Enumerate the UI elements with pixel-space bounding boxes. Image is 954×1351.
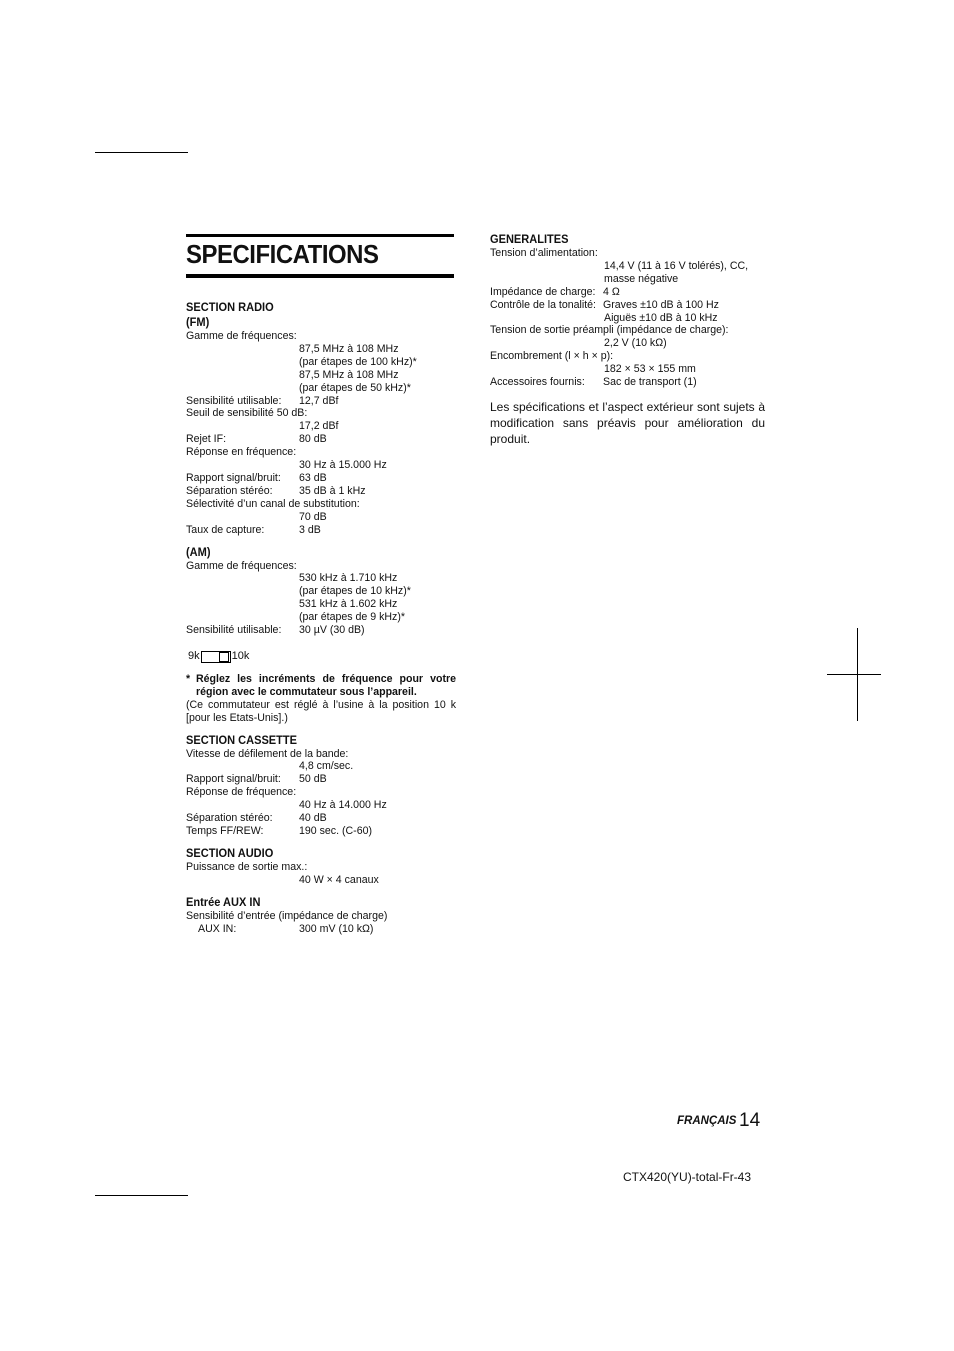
spec-label: AUX IN: [198,922,237,935]
spec-row [186,433,456,446]
spec-value: 30 µV (30 dB) [299,624,365,637]
spec-label: Temps FF/REW: [186,825,264,837]
spec-label: Sensibilité d’entrée (impédance de charge) [186,909,388,922]
title-rule-top [186,234,454,237]
spec-label: Rapport signal/bruit: [186,773,281,786]
spec-value: 17,2 dBf [299,420,339,433]
fm-heading: (FM) [186,315,210,329]
frequency-step-note [186,673,456,699]
spec-label: Vitesse de défilement de la bande: [186,747,349,760]
spec-value: 4 Ω [603,285,620,298]
am-freq-value: (par étapes de 9 kHz)* [299,611,405,624]
fm-freq-value: (par étapes de 50 kHz)* [299,381,411,394]
switch-label-10k: 10k [231,650,250,663]
spec-label: Sensibilité utilisable: [186,624,282,637]
aux-in-heading: Entrée AUX IN [186,894,261,909]
fm-freq-value: (par étapes de 100 kHz)* [299,355,417,368]
spec-value: 40 dB [299,812,327,825]
spec-label: Seuil de sensibilité 50 dB: [186,407,308,420]
spec-value: 40 W × 4 canaux [299,873,379,886]
switch-knob-icon [219,652,229,662]
spec-row [186,812,456,825]
section-audio-heading: SECTION AUDIO [186,845,274,860]
fm-freq-value: 87,5 MHz à 108 MHz [299,342,399,355]
spec-row [186,923,456,936]
spec-value: Sac de transport (1) [603,376,697,389]
spec-value: 50 dB [299,773,327,786]
spec-label: Taux de capture: [186,523,265,536]
spec-label: Rejet IF: [186,433,227,446]
disclaimer-paragraph: Les spécifications et l’aspect extérieur sont sujets à modification sans préavis pour amélioration du produit. [490,399,765,446]
spec-value: 2,2 V (10 kΩ) [604,337,667,350]
generalites-heading: GENERALITES [490,232,569,246]
spec-row [186,624,456,637]
spec-label: Impédance de charge: [490,285,596,298]
spec-row [186,485,456,498]
spec-value: 4,8 cm/sec. [299,760,354,773]
switch-label-9k: 9k [188,650,200,663]
spec-value: 63 dB [299,471,327,484]
spec-label: Tension d’alimentation: [490,247,598,259]
spec-value: Graves ±10 dB à 100 Hz [603,298,719,311]
spec-label: Contrôle de la tonalité: [490,298,597,311]
spec-label: Encombrement (l × h × p): [490,350,614,363]
spec-value: 30 Hz à 15.000 Hz [299,459,387,472]
spec-value: masse négative [604,272,679,285]
crop-mark-top-left [95,152,188,153]
section-cassette-heading: SECTION CASSETTE [186,732,298,747]
spec-value: 80 dB [299,433,327,446]
footer-language: FRANÇAIS [677,1115,737,1127]
spec-label: Séparation stéréo: [186,484,273,497]
spec-row [490,286,765,299]
right-column [490,232,765,447]
frequency-step-switch-diagram [186,649,456,665]
crop-mark-bottom-left [95,1195,188,1196]
spec-value: 70 dB [299,510,327,523]
page-title: SPECIFICATIONS [186,239,379,269]
spec-label: Réponse en fréquence: [186,446,297,459]
spec-label: Rapport signal/bruit: [186,471,281,484]
spec-value: 12,7 dBf [299,394,339,407]
spec-value: 14,4 V (11 à 16 V tolérés), CC, [604,259,749,272]
spec-label: Réponse de fréquence: [186,786,297,799]
spec-label: Sensibilité utilisable: [186,394,282,407]
spec-value: 190 sec. (C-60) [299,825,373,837]
left-column [186,300,456,936]
am-freq-range-label: Gamme de fréquences: [186,559,297,572]
spec-label: Puissance de sortie max.: [186,860,308,873]
spec-value: 35 dB à 1 kHz [299,484,366,497]
spec-label: Accessoires fournis: [490,376,585,389]
am-freq-value: 530 kHz à 1.710 kHz [299,572,398,585]
switch-slider-icon [201,651,231,663]
spec-row [186,472,456,485]
spec-row [490,376,765,389]
spec-row [490,299,765,312]
spec-row [186,825,456,838]
document-code: CTX420(YU)-total-Fr-43 [623,1170,752,1184]
note-bold-text: Réglez les incréments de fréquence pour votre région avec le commutateur sous l’appareil. [196,672,456,698]
spec-label: Séparation stéréo: [186,812,273,825]
spec-label: Tension de sortie préampli (impédance de charge): [490,324,729,337]
title-rule-bottom [186,274,454,278]
note-asterisk: * [186,672,191,685]
fm-freq-range-label: Gamme de fréquences: [186,330,297,342]
spec-value: 3 dB [299,523,321,536]
am-freq-value: 531 kHz à 1.602 kHz [299,598,398,611]
spec-label: Sélectivité d’un canal de substitution: [186,497,360,510]
fm-freq-value: 87,5 MHz à 108 MHz [299,368,399,381]
note-plain-text: (Ce commutateur est réglé à l’usine à la position 10 k [pour les Etats-Unis].) [186,698,456,724]
spec-row [186,773,456,786]
spec-value: 40 Hz à 14.000 Hz [299,799,387,812]
page-number: 14 [739,1110,761,1131]
spec-value: 300 mV (10 kΩ) [299,922,374,935]
spec-value: Aiguës ±10 dB à 10 kHz [604,311,718,324]
spec-row [186,395,456,408]
section-radio-heading: SECTION RADIO [186,300,274,314]
crop-mark-right-horizontal [827,674,881,675]
spec-row [186,524,456,537]
spec-value: 182 × 53 × 155 mm [604,363,696,376]
am-freq-value: (par étapes de 10 kHz)* [299,585,411,598]
am-heading: (AM) [186,544,211,559]
